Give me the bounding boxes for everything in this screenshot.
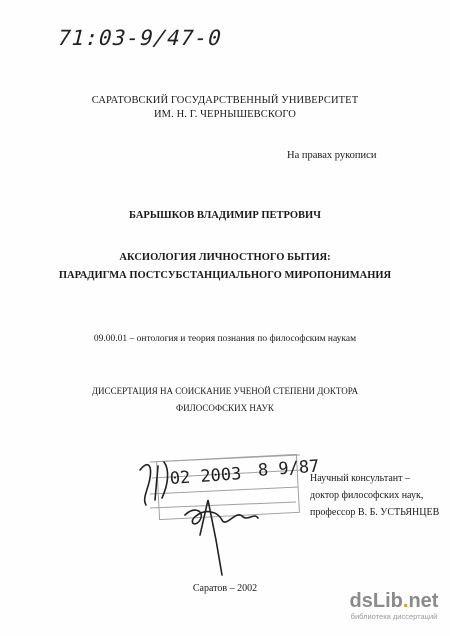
scientific-consultant [310,470,439,521]
logo-brand [342,590,446,612]
consultant-line-1: Научный консультант – [310,473,410,484]
title-line-2: ПАРАДИГМА ПОСТСУБСТАНЦИАЛЬНОГО МИРОПОНИМАНИЯ [58,270,392,281]
university-line-2: ИМ. Н. Г. ЧЕРНЫШЕВСКОГО [154,109,296,120]
logo-brand-name: dsLib [349,590,403,612]
author-name: БАРЫШКОВ ВЛАДИМИР ПЕТРОВИЧ [129,210,321,221]
title-line-1: АКСИОЛОГИЯ ЛИЧНОСТНОГО БЫТИЯ: [119,252,331,263]
consultant-line-3: профессор В. Б. УСТЬЯНЦЕВ [310,507,440,518]
logo-tld: net [408,590,439,612]
archive-code: 71:03-9/47-0 [55,26,225,50]
degree-line-1: ДИССЕРТАЦИЯ НА СОИСКАНИЕ УЧЕНОЙ СТЕПЕНИ ДОКТОРА [91,386,359,396]
consultant-line-2: доктор философских наук, [310,490,424,501]
city-year: Саратов – 2002 [192,583,258,594]
specialty-code: 09.00.01 – онтология и теория познания по философским наукам [93,334,357,344]
degree-line-2: ФИЛОСОФСКИХ НАУК [176,403,274,413]
dslib-watermark-logo [342,590,446,622]
logo-dot: . [402,590,409,612]
university-line-1: САРАТОВСКИЙ ГОСУДАРСТВЕННЫЙ УНИВЕРСИТЕТ [91,95,359,106]
manuscript-rights-note: На правах рукописи [287,150,377,161]
stamp-date: 02 2003 [169,464,243,490]
stamp-number: 8 9/87 [257,456,320,481]
logo-subtitle: библиотека диссертаций [350,612,438,621]
